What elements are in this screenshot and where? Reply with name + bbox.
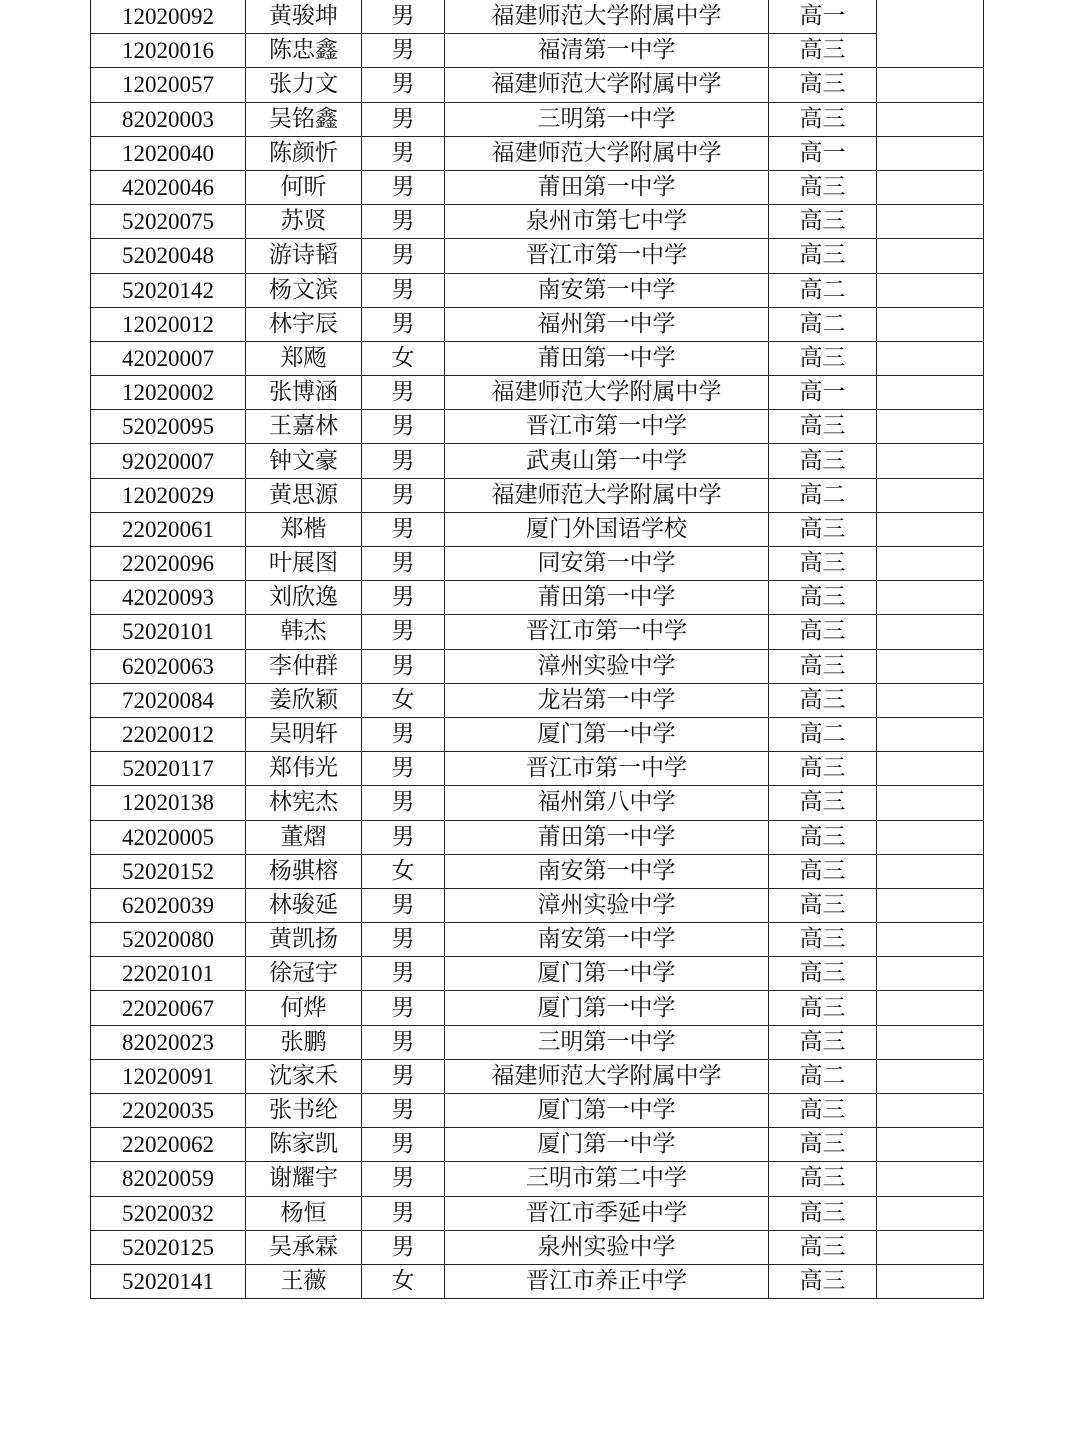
cell-gender: 男 bbox=[362, 239, 445, 273]
cell-grade: 高三 bbox=[769, 512, 877, 546]
cell-student-name: 黄骏坤 bbox=[246, 0, 362, 34]
cell-note bbox=[877, 273, 984, 307]
cell-school: 晋江市养正中学 bbox=[445, 1264, 769, 1298]
cell-student-name: 谢耀宇 bbox=[246, 1162, 362, 1196]
cell-grade: 高三 bbox=[769, 1264, 877, 1298]
cell-note bbox=[877, 410, 984, 444]
cell-student-name: 徐冠宇 bbox=[246, 957, 362, 991]
cell-note-merged bbox=[877, 0, 984, 68]
cell-grade: 高三 bbox=[769, 581, 877, 615]
table-row bbox=[91, 68, 984, 102]
cell-gender: 男 bbox=[362, 1128, 445, 1162]
cell-student-name: 张力文 bbox=[246, 68, 362, 102]
cell-student-id: 92020007 bbox=[91, 444, 246, 478]
cell-student-id: 52020095 bbox=[91, 410, 246, 444]
cell-student-id: 22020101 bbox=[91, 957, 246, 991]
cell-student-name: 张书纶 bbox=[246, 1094, 362, 1128]
cell-gender: 男 bbox=[362, 444, 445, 478]
cell-grade: 高三 bbox=[769, 341, 877, 375]
cell-note bbox=[877, 1059, 984, 1093]
cell-note bbox=[877, 547, 984, 581]
table-row bbox=[91, 1162, 984, 1196]
cell-student-name: 张鹏 bbox=[246, 1025, 362, 1059]
cell-school: 厦门第一中学 bbox=[445, 957, 769, 991]
cell-grade: 高三 bbox=[769, 1128, 877, 1162]
cell-school: 厦门第一中学 bbox=[445, 991, 769, 1025]
cell-student-name: 黄凯扬 bbox=[246, 923, 362, 957]
cell-gender: 男 bbox=[362, 478, 445, 512]
cell-school: 厦门第一中学 bbox=[445, 717, 769, 751]
cell-student-name: 何昕 bbox=[246, 170, 362, 204]
cell-student-name: 陈颜忻 bbox=[246, 136, 362, 170]
table-row bbox=[91, 717, 984, 751]
cell-gender: 男 bbox=[362, 923, 445, 957]
cell-grade: 高三 bbox=[769, 102, 877, 136]
cell-note bbox=[877, 68, 984, 102]
cell-note bbox=[877, 341, 984, 375]
cell-student-name: 郑楷 bbox=[246, 512, 362, 546]
cell-note bbox=[877, 581, 984, 615]
cell-student-name: 林宇辰 bbox=[246, 307, 362, 341]
cell-grade: 高三 bbox=[769, 820, 877, 854]
cell-school: 福州第八中学 bbox=[445, 786, 769, 820]
cell-gender: 男 bbox=[362, 717, 445, 751]
cell-grade: 高三 bbox=[769, 1162, 877, 1196]
cell-student-id: 52020032 bbox=[91, 1196, 246, 1230]
cell-school: 龙岩第一中学 bbox=[445, 683, 769, 717]
cell-note bbox=[877, 136, 984, 170]
table-row bbox=[91, 205, 984, 239]
cell-student-name: 何烨 bbox=[246, 991, 362, 1025]
cell-note bbox=[877, 170, 984, 204]
cell-gender: 女 bbox=[362, 854, 445, 888]
cell-grade: 高三 bbox=[769, 444, 877, 478]
cell-school: 三明市第二中学 bbox=[445, 1162, 769, 1196]
cell-gender: 女 bbox=[362, 683, 445, 717]
table-row bbox=[91, 615, 984, 649]
cell-note bbox=[877, 1094, 984, 1128]
table-row bbox=[91, 376, 984, 410]
table-row bbox=[91, 341, 984, 375]
cell-student-name: 苏贤 bbox=[246, 205, 362, 239]
cell-gender: 男 bbox=[362, 820, 445, 854]
cell-student-id: 52020048 bbox=[91, 239, 246, 273]
table-row bbox=[91, 1128, 984, 1162]
cell-grade: 高三 bbox=[769, 239, 877, 273]
cell-student-id: 42020046 bbox=[91, 170, 246, 204]
cell-note bbox=[877, 888, 984, 922]
cell-gender: 男 bbox=[362, 1162, 445, 1196]
cell-note bbox=[877, 752, 984, 786]
cell-note bbox=[877, 478, 984, 512]
cell-grade: 高三 bbox=[769, 1025, 877, 1059]
cell-student-id: 22020096 bbox=[91, 547, 246, 581]
cell-school: 晋江市第一中学 bbox=[445, 615, 769, 649]
cell-grade: 高二 bbox=[769, 273, 877, 307]
cell-school: 三明第一中学 bbox=[445, 102, 769, 136]
table-row bbox=[91, 512, 984, 546]
cell-grade: 高三 bbox=[769, 1094, 877, 1128]
table-row bbox=[91, 888, 984, 922]
table-row bbox=[91, 1196, 984, 1230]
cell-student-name: 杨恒 bbox=[246, 1196, 362, 1230]
cell-student-id: 12020091 bbox=[91, 1059, 246, 1093]
roster-body bbox=[91, 0, 984, 1299]
cell-grade: 高三 bbox=[769, 991, 877, 1025]
cell-student-id: 12020016 bbox=[91, 34, 246, 68]
cell-student-id: 12020012 bbox=[91, 307, 246, 341]
cell-gender: 男 bbox=[362, 273, 445, 307]
cell-school: 厦门外国语学校 bbox=[445, 512, 769, 546]
cell-student-id: 62020063 bbox=[91, 649, 246, 683]
cell-student-id: 52020125 bbox=[91, 1230, 246, 1264]
cell-student-name: 杨文滨 bbox=[246, 273, 362, 307]
table-row bbox=[91, 786, 984, 820]
cell-gender: 男 bbox=[362, 34, 445, 68]
cell-student-id: 82020003 bbox=[91, 102, 246, 136]
table-row bbox=[91, 1264, 984, 1298]
cell-school: 福建师范大学附属中学 bbox=[445, 0, 769, 34]
cell-student-name: 叶展图 bbox=[246, 547, 362, 581]
cell-student-id: 42020093 bbox=[91, 581, 246, 615]
cell-gender: 男 bbox=[362, 170, 445, 204]
cell-gender: 男 bbox=[362, 307, 445, 341]
cell-student-name: 王嘉林 bbox=[246, 410, 362, 444]
cell-student-name: 游诗韬 bbox=[246, 239, 362, 273]
cell-gender: 男 bbox=[362, 786, 445, 820]
cell-student-id: 62020039 bbox=[91, 888, 246, 922]
table-row bbox=[91, 239, 984, 273]
cell-grade: 高三 bbox=[769, 1230, 877, 1264]
cell-gender: 男 bbox=[362, 1025, 445, 1059]
table-row bbox=[91, 410, 984, 444]
student-roster-table bbox=[90, 0, 984, 1299]
cell-school: 南安第一中学 bbox=[445, 273, 769, 307]
cell-note bbox=[877, 649, 984, 683]
cell-student-name: 钟文豪 bbox=[246, 444, 362, 478]
cell-grade: 高三 bbox=[769, 170, 877, 204]
cell-student-id: 12020002 bbox=[91, 376, 246, 410]
cell-school: 同安第一中学 bbox=[445, 547, 769, 581]
cell-school: 福建师范大学附属中学 bbox=[445, 68, 769, 102]
cell-note bbox=[877, 1128, 984, 1162]
cell-student-name: 林骏延 bbox=[246, 888, 362, 922]
cell-school: 厦门第一中学 bbox=[445, 1094, 769, 1128]
cell-student-name: 沈家禾 bbox=[246, 1059, 362, 1093]
cell-student-name: 杨骐榕 bbox=[246, 854, 362, 888]
cell-student-id: 52020075 bbox=[91, 205, 246, 239]
cell-school: 三明第一中学 bbox=[445, 1025, 769, 1059]
cell-student-name: 董熠 bbox=[246, 820, 362, 854]
cell-gender: 男 bbox=[362, 205, 445, 239]
cell-note bbox=[877, 615, 984, 649]
cell-grade: 高二 bbox=[769, 717, 877, 751]
cell-student-name: 郑飏 bbox=[246, 341, 362, 375]
cell-school: 漳州实验中学 bbox=[445, 888, 769, 922]
cell-student-name: 吴承霖 bbox=[246, 1230, 362, 1264]
cell-school: 南安第一中学 bbox=[445, 854, 769, 888]
cell-school: 晋江市季延中学 bbox=[445, 1196, 769, 1230]
table-row bbox=[91, 923, 984, 957]
cell-student-id: 12020057 bbox=[91, 68, 246, 102]
cell-grade: 高三 bbox=[769, 68, 877, 102]
cell-student-id: 22020061 bbox=[91, 512, 246, 546]
cell-gender: 男 bbox=[362, 1230, 445, 1264]
cell-note bbox=[877, 717, 984, 751]
table-row bbox=[91, 581, 984, 615]
cell-note bbox=[877, 923, 984, 957]
table-row bbox=[91, 136, 984, 170]
cell-student-name: 吴明轩 bbox=[246, 717, 362, 751]
cell-note bbox=[877, 102, 984, 136]
cell-note bbox=[877, 820, 984, 854]
cell-student-name: 陈家凯 bbox=[246, 1128, 362, 1162]
cell-gender: 男 bbox=[362, 957, 445, 991]
cell-note bbox=[877, 205, 984, 239]
cell-student-id: 22020067 bbox=[91, 991, 246, 1025]
cell-school: 厦门第一中学 bbox=[445, 1128, 769, 1162]
cell-grade: 高一 bbox=[769, 376, 877, 410]
cell-school: 福清第一中学 bbox=[445, 34, 769, 68]
table-row bbox=[91, 102, 984, 136]
cell-note bbox=[877, 1264, 984, 1298]
cell-note bbox=[877, 1025, 984, 1059]
table-row bbox=[91, 854, 984, 888]
cell-note bbox=[877, 957, 984, 991]
cell-school: 福建师范大学附属中学 bbox=[445, 1059, 769, 1093]
cell-note bbox=[877, 307, 984, 341]
table-row bbox=[91, 752, 984, 786]
cell-grade: 高三 bbox=[769, 649, 877, 683]
cell-grade: 高三 bbox=[769, 410, 877, 444]
table-row bbox=[91, 1230, 984, 1264]
cell-gender: 女 bbox=[362, 341, 445, 375]
table-row bbox=[91, 1094, 984, 1128]
cell-gender: 男 bbox=[362, 547, 445, 581]
cell-school: 福建师范大学附属中学 bbox=[445, 376, 769, 410]
cell-student-id: 12020138 bbox=[91, 786, 246, 820]
cell-school: 泉州实验中学 bbox=[445, 1230, 769, 1264]
cell-student-id: 22020012 bbox=[91, 717, 246, 751]
table-row bbox=[91, 991, 984, 1025]
table-row bbox=[91, 170, 984, 204]
cell-student-name: 张博涵 bbox=[246, 376, 362, 410]
cell-grade: 高三 bbox=[769, 615, 877, 649]
cell-student-id: 82020059 bbox=[91, 1162, 246, 1196]
table-row bbox=[91, 444, 984, 478]
cell-student-id: 22020062 bbox=[91, 1128, 246, 1162]
cell-grade: 高三 bbox=[769, 854, 877, 888]
cell-student-name: 王薇 bbox=[246, 1264, 362, 1298]
cell-gender: 男 bbox=[362, 1196, 445, 1230]
cell-gender: 男 bbox=[362, 888, 445, 922]
cell-grade: 高三 bbox=[769, 752, 877, 786]
cell-note bbox=[877, 683, 984, 717]
cell-grade: 高三 bbox=[769, 34, 877, 68]
cell-student-id: 82020023 bbox=[91, 1025, 246, 1059]
cell-note bbox=[877, 1230, 984, 1264]
cell-grade: 高二 bbox=[769, 478, 877, 512]
cell-school: 莆田第一中学 bbox=[445, 341, 769, 375]
cell-note bbox=[877, 239, 984, 273]
cell-school: 漳州实验中学 bbox=[445, 649, 769, 683]
cell-gender: 男 bbox=[362, 102, 445, 136]
cell-grade: 高三 bbox=[769, 957, 877, 991]
table-row bbox=[91, 0, 984, 34]
cell-grade: 高一 bbox=[769, 136, 877, 170]
table-row bbox=[91, 1025, 984, 1059]
cell-grade: 高三 bbox=[769, 547, 877, 581]
cell-grade: 高三 bbox=[769, 923, 877, 957]
cell-grade: 高三 bbox=[769, 683, 877, 717]
cell-student-id: 52020080 bbox=[91, 923, 246, 957]
cell-school: 武夷山第一中学 bbox=[445, 444, 769, 478]
cell-student-name: 陈忠鑫 bbox=[246, 34, 362, 68]
cell-grade: 高一 bbox=[769, 0, 877, 34]
cell-grade: 高三 bbox=[769, 205, 877, 239]
table-row bbox=[91, 649, 984, 683]
cell-student-name: 姜欣颖 bbox=[246, 683, 362, 717]
cell-student-id: 42020007 bbox=[91, 341, 246, 375]
cell-student-id: 42020005 bbox=[91, 820, 246, 854]
cell-grade: 高三 bbox=[769, 1196, 877, 1230]
cell-note bbox=[877, 444, 984, 478]
cell-student-id: 52020142 bbox=[91, 273, 246, 307]
cell-student-id: 22020035 bbox=[91, 1094, 246, 1128]
cell-note bbox=[877, 1162, 984, 1196]
cell-school: 莆田第一中学 bbox=[445, 581, 769, 615]
cell-grade: 高二 bbox=[769, 307, 877, 341]
cell-school: 福州第一中学 bbox=[445, 307, 769, 341]
cell-student-name: 郑伟光 bbox=[246, 752, 362, 786]
table-row bbox=[91, 34, 984, 68]
cell-school: 莆田第一中学 bbox=[445, 820, 769, 854]
cell-gender: 男 bbox=[362, 752, 445, 786]
cell-school: 莆田第一中学 bbox=[445, 170, 769, 204]
cell-gender: 男 bbox=[362, 376, 445, 410]
cell-gender: 男 bbox=[362, 0, 445, 34]
cell-gender: 女 bbox=[362, 1264, 445, 1298]
table-row bbox=[91, 957, 984, 991]
table-row bbox=[91, 1059, 984, 1093]
cell-student-id: 52020117 bbox=[91, 752, 246, 786]
cell-gender: 男 bbox=[362, 615, 445, 649]
table-row bbox=[91, 273, 984, 307]
cell-student-name: 黄思源 bbox=[246, 478, 362, 512]
cell-student-id: 52020101 bbox=[91, 615, 246, 649]
table-row bbox=[91, 683, 984, 717]
cell-gender: 男 bbox=[362, 1094, 445, 1128]
cell-grade: 高三 bbox=[769, 888, 877, 922]
cell-gender: 男 bbox=[362, 136, 445, 170]
cell-student-id: 12020092 bbox=[91, 0, 246, 34]
cell-note bbox=[877, 512, 984, 546]
cell-school: 晋江市第一中学 bbox=[445, 752, 769, 786]
cell-student-id: 12020040 bbox=[91, 136, 246, 170]
table-row bbox=[91, 478, 984, 512]
cell-note bbox=[877, 376, 984, 410]
cell-student-id: 72020084 bbox=[91, 683, 246, 717]
cell-note bbox=[877, 786, 984, 820]
cell-note bbox=[877, 854, 984, 888]
cell-gender: 男 bbox=[362, 512, 445, 546]
cell-school: 福建师范大学附属中学 bbox=[445, 136, 769, 170]
cell-gender: 男 bbox=[362, 410, 445, 444]
cell-school: 南安第一中学 bbox=[445, 923, 769, 957]
cell-student-id: 52020152 bbox=[91, 854, 246, 888]
cell-school: 泉州市第七中学 bbox=[445, 205, 769, 239]
cell-grade: 高三 bbox=[769, 786, 877, 820]
table-row bbox=[91, 547, 984, 581]
cell-student-id: 52020141 bbox=[91, 1264, 246, 1298]
cell-student-id: 12020029 bbox=[91, 478, 246, 512]
cell-grade: 高二 bbox=[769, 1059, 877, 1093]
cell-student-name: 韩杰 bbox=[246, 615, 362, 649]
cell-gender: 男 bbox=[362, 1059, 445, 1093]
cell-school: 福建师范大学附属中学 bbox=[445, 478, 769, 512]
table-row bbox=[91, 820, 984, 854]
cell-student-name: 吴铭鑫 bbox=[246, 102, 362, 136]
cell-student-name: 林宪杰 bbox=[246, 786, 362, 820]
cell-gender: 男 bbox=[362, 991, 445, 1025]
cell-gender: 男 bbox=[362, 68, 445, 102]
cell-gender: 男 bbox=[362, 581, 445, 615]
table-row bbox=[91, 307, 984, 341]
cell-student-name: 李仲群 bbox=[246, 649, 362, 683]
cell-school: 晋江市第一中学 bbox=[445, 410, 769, 444]
cell-school: 晋江市第一中学 bbox=[445, 239, 769, 273]
cell-student-name: 刘欣逸 bbox=[246, 581, 362, 615]
cell-note bbox=[877, 1196, 984, 1230]
cell-gender: 男 bbox=[362, 649, 445, 683]
cell-note bbox=[877, 991, 984, 1025]
